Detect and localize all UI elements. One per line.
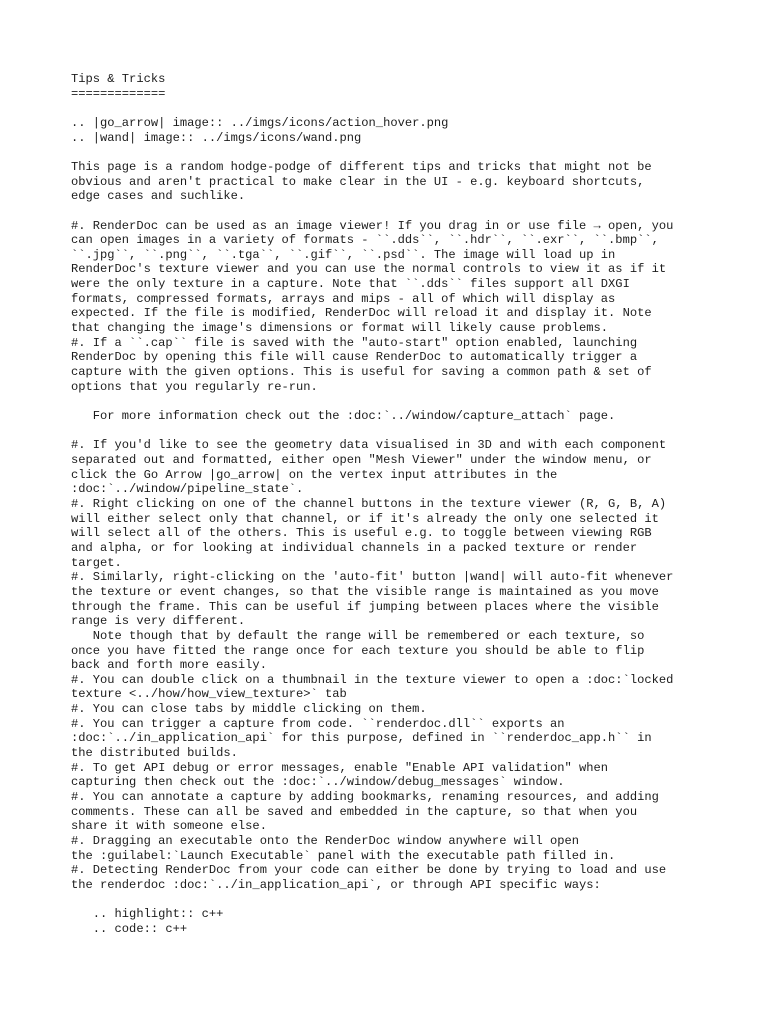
text-line xyxy=(71,394,731,409)
text-line: back and forth more easily. xyxy=(71,658,267,673)
text-line: through the frame. This can be useful if jumping between places where the visible xyxy=(71,599,659,614)
text-line: the renderdoc :doc:`../in_application_api`, or through API specific ways: xyxy=(71,878,601,893)
text-line: capture with the given options. This is useful for saving a common path & set of xyxy=(71,365,652,380)
text-line: the distributed builds. xyxy=(71,746,238,761)
text-line: that changing the image's dimensions or format will likely cause problems. xyxy=(71,321,609,336)
text-line: can open images in a variety of formats - ``.dds``, ``.hdr``, ``.exr``, ``.bmp``, xyxy=(71,233,659,248)
text-line: were the only texture in a capture. Note that ``.dds`` files support all DXGI xyxy=(71,277,630,292)
text-line: #. Detecting RenderDoc from your code can either be done by trying to load and use xyxy=(71,863,667,878)
text-line: :doc:`../window/pipeline_state`. xyxy=(71,482,304,497)
text-line: ``.jpg``, ``.png``, ``.tga``, ``.gif``, ``.psd``. The image will load up in xyxy=(71,247,616,262)
text-line: #. If you'd like to see the geometry data visualised in 3D and with each component xyxy=(71,438,667,453)
text-line: formats, compressed formats, arrays and mips - all of which will display as xyxy=(71,291,616,306)
text-line: the texture or event changes, so that the visible range is maintained as you move xyxy=(71,584,659,599)
text-line xyxy=(71,424,731,439)
text-line: .. |go_arrow| image:: ../imgs/icons/action_hover.png xyxy=(71,115,449,130)
text-line: #. Right clicking on one of the channel buttons in the texture viewer (R, G, B, A) xyxy=(71,496,667,511)
text-line: capturing then check out the :doc:`../window/debug_messages` window. xyxy=(71,775,565,790)
text-line: #. If a ``.cap`` file is saved with the "auto-start" option enabled, launching xyxy=(71,335,638,350)
text-line: click the Go Arrow |go_arrow| on the vertex input attributes in the xyxy=(71,467,558,482)
text-line: #. You can double click on a thumbnail in the texture viewer to open a :doc:`locked xyxy=(71,672,674,687)
text-line: #. You can close tabs by middle clicking on them. xyxy=(71,702,427,717)
text-line xyxy=(71,145,731,160)
text-line: #. You can trigger a capture from code. ``renderdoc.dll`` exports an xyxy=(71,716,565,731)
text-line: .. code:: c++ xyxy=(71,921,188,936)
text-line: #. You can annotate a capture by adding bookmarks, renaming resources, and adding xyxy=(71,790,659,805)
text-line: Tips & Tricks xyxy=(71,72,166,86)
text-line: #. Similarly, right-clicking on the 'auto-fit' button |wand| will auto-fit whenever xyxy=(71,570,674,585)
text-line: .. highlight:: c++ xyxy=(71,907,224,922)
text-line: Note though that by default the range will be remembered or each texture, so xyxy=(71,628,645,643)
text-line xyxy=(71,204,731,219)
text-line xyxy=(71,101,731,116)
text-line: :doc:`../in_application_api` for this purpose, defined in ``renderdoc_app.h`` in xyxy=(71,731,652,746)
text-line: #. Dragging an executable onto the RenderDoc window anywhere will open xyxy=(71,834,580,849)
text-line: comments. These can all be saved and embedded in the capture, so that when you xyxy=(71,804,638,819)
text-line: and alpha, or for looking at individual channels in a packed texture or render xyxy=(71,540,638,555)
text-line xyxy=(71,893,731,908)
text-line: ============= xyxy=(71,86,166,101)
text-line: #. To get API debug or error messages, enable "Enable API validation" when xyxy=(71,760,609,775)
text-line: share it with someone else. xyxy=(71,819,267,834)
text-line: .. |wand| image:: ../imgs/icons/wand.png xyxy=(71,130,362,145)
text-line: separated out and formatted, either open "Mesh Viewer" under the window menu, or xyxy=(71,452,652,467)
text-line: expected. If the file is modified, RenderDoc will reload it and display it. Note xyxy=(71,306,652,321)
text-line: #. RenderDoc can be used as an image viewer! If you drag in or use file → open, you xyxy=(71,218,674,233)
text-line: This page is a random hodge-podge of different tips and tricks that might not be xyxy=(71,159,652,174)
text-line: once you have fitted the range once for each texture you should be able to flip xyxy=(71,643,645,658)
text-line: options that you regularly re-run. xyxy=(71,379,318,394)
text-line: obvious and aren't practical to make clear in the UI - e.g. keyboard shortcuts, xyxy=(71,174,645,189)
text-line: will select all of the others. This is useful e.g. to toggle between viewing RGB xyxy=(71,526,652,541)
text-line: the :guilabel:`Launch Executable` panel with the executable path filled in. xyxy=(71,848,616,863)
text-line: RenderDoc's texture viewer and you can use the normal controls to view it as if it xyxy=(71,262,667,277)
document-body xyxy=(71,72,731,937)
text-line: texture <../how/how_view_texture>` tab xyxy=(71,687,347,702)
text-line: target. xyxy=(71,555,122,570)
text-line: will either select only that channel, or if it's already the only one selected it xyxy=(71,511,659,526)
text-line: edge cases and suchlike. xyxy=(71,189,246,204)
text-line: range is very different. xyxy=(71,614,246,629)
text-line: RenderDoc by opening this file will cause RenderDoc to automatically trigger a xyxy=(71,350,638,365)
text-line: For more information check out the :doc:`../window/capture_attach` page. xyxy=(71,409,616,424)
